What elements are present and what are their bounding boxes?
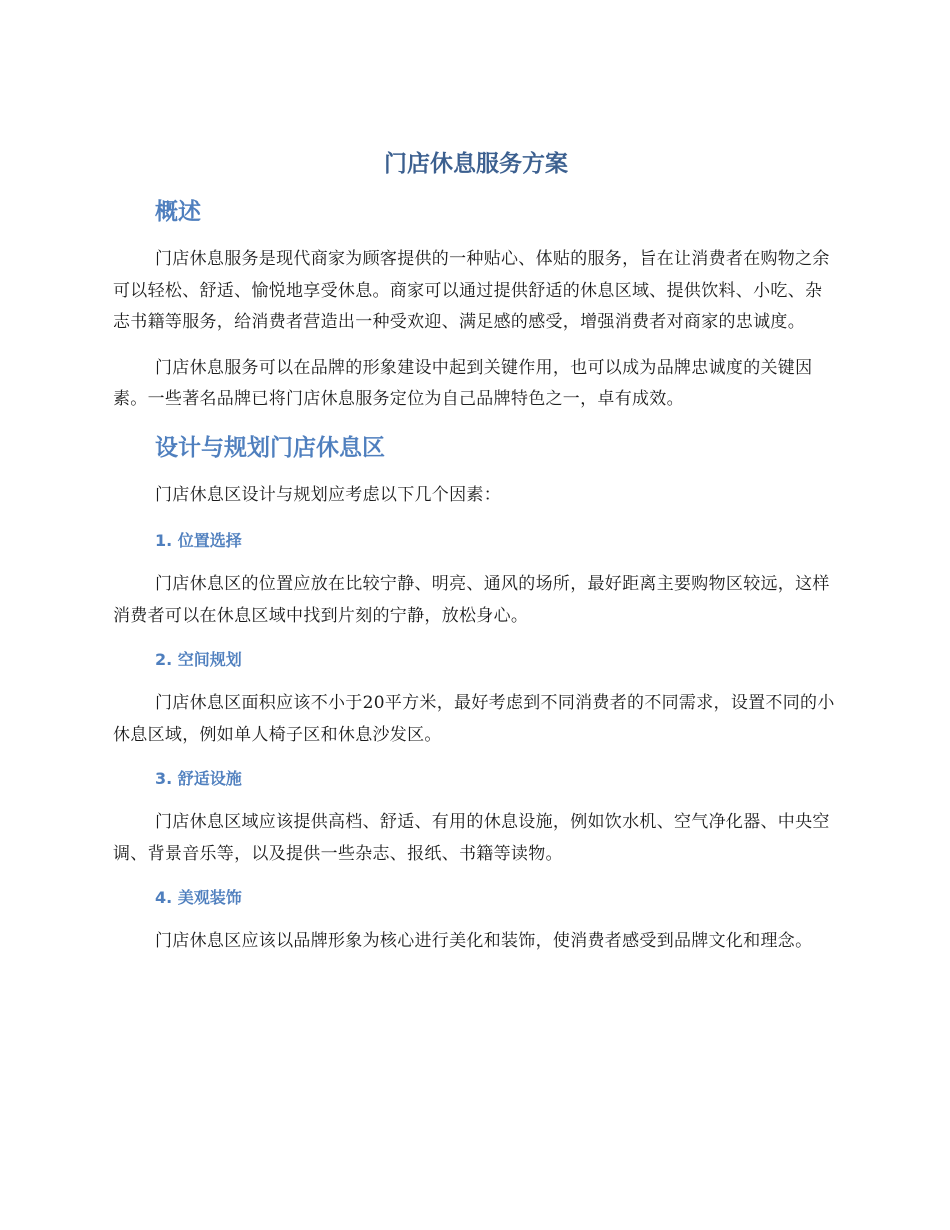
location-paragraph: 门店休息区的位置应放在比较宁静、明亮、通风的场所，最好距离主要购物区较远，这样消费者可以在休息区域中找到片刻的宁静，放松身心。 (113, 574, 830, 626)
subheading-decoration: 4. 美观装饰 (155, 888, 242, 907)
decoration-paragraph: 门店休息区应该以品牌形象为核心进行美化和装饰，使消费者感受到品牌文化和理念。 (155, 931, 813, 951)
comfort-facilities-paragraph: 门店休息区域应该提供高档、舒适、有用的休息设施，例如饮水机、空气净化器、中央空调、背景音乐等，以及提供一些杂志、报纸、书籍等读物。 (113, 812, 830, 864)
section-heading-overview: 概述 (155, 199, 201, 225)
subheading-location: 1. 位置选择 (155, 531, 242, 550)
overview-paragraph: 门店休息服务是现代商家为顾客提供的一种贴心、体贴的服务，旨在让消费者在购物之余可以轻松、舒适、愉悦地享受休息。商家可以通过提供舒适的休息区域、提供饮料、小吃、杂志书籍等服务，给消费者营造出一种受欢迎、满足感的感受，增强消费者对商家的忠诚度。 (113, 249, 830, 332)
space-planning-paragraph: 门店休息区面积应该不小于20平方米，最好考虑到不同消费者的不同需求，设置不同的小休息区域，例如单人椅子区和休息沙发区。 (113, 693, 835, 745)
document-title: 门店休息服务方案 (384, 151, 568, 177)
document-body (113, 146, 839, 972)
subheading-space-planning: 2. 空间规划 (155, 650, 242, 669)
overview-paragraph: 门店休息服务可以在品牌的形象建设中起到关键作用，也可以成为品牌忠诚度的关键因素。一些著名品牌已将门店休息服务定位为自己品牌特色之一，卓有成效。 (113, 357, 813, 409)
subheading-comfort-facilities: 3. 舒适设施 (155, 769, 242, 788)
design-intro-paragraph: 门店休息区设计与规划应考虑以下几个因素： (155, 484, 501, 505)
section-heading-design-planning: 设计与规划门店休息区 (155, 434, 385, 461)
